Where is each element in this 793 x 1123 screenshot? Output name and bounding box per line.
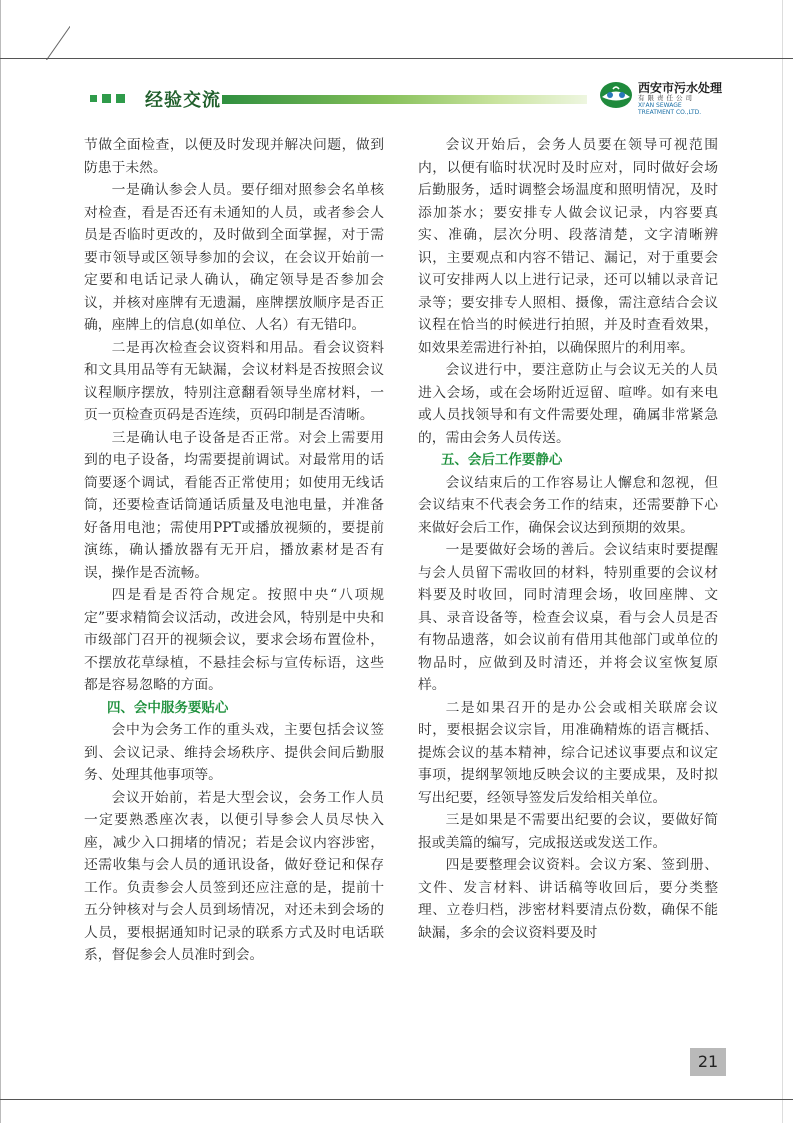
paragraph: 一是确认参会人员。要仔细对照参会名单核对检查，看是否还有未通知的人员，或者参会人员是否临时更改的，及时做到全面掌握，对于需要市领导或区领导参加的会议，在会议开始前一定要和电话记录人确认，确定领导是否参加会议，并核对座牌有无遗漏，座牌摆放顺序是否正确，座牌上的信息(如单位、人名）有无错印。 [84, 182, 384, 333]
paragraph: 一是要做好会场的善后。会议结束时要提醒与会人员留下需收回的材料，特别重要的会议材料要及时收回，同时清理会场，收回座牌、文具、录音设备等，检查会议桌，看与会人员是否有物品遗落，如会议前有借用其他部门或单位的物品时，应做到及时清还，并将会议室恢复原样。 [418, 542, 718, 693]
top-rule [0, 58, 793, 59]
header-squares-decoration [90, 94, 125, 103]
paragraph: 会议结束后的工作容易让人懈怠和忽视，但会议结束不代表会务工作的结束，还需要静下心来做好会后工作，确保会议达到预期的效果。 [418, 474, 718, 536]
paragraph: 节做全面检查，以便及时发现并解决问题，做到防患于未然。 [84, 137, 384, 176]
logo-english-line2: TREATMENT CO.,LTD. [638, 109, 702, 116]
paragraph: 会议开始前，若是大型会议，会务工作人员一定要熟悉座次表，以便引导参会人员尽快入座，减少入口拥堵的情况；若是会议内容涉密，还需收集与会人员的通讯设备，做好登记和保存工作。负责参会人员签到还应注意的是，提前十五分钟核对与会人员到场情况，对还未到会场的人员，要根据通知时记录的联系方式及时电话联系，督促参会人员准时到会。 [84, 789, 384, 963]
paragraph: 会中为会务工作的重头戏，主要包括会议签到、会议记录、维持会场秩序、提供会间后勤服务、处理其他事项等。 [84, 722, 384, 783]
logo-english-line1: XI'AN SEWAGE [638, 102, 682, 109]
section-heading: 五、会后工作要静心 [440, 452, 563, 468]
paragraph: 三是确认电子设备是否正常。对会上需要用到的电子设备，均需要提前调试。对最常用的话筒要逐个调试，看能否正常使用；如使用无线话筒，还要检查话筒通话质量及电池电量，并准备好备用电池；需使用PPT或播放视频的，要提前演练，确认播放器有无开启，播放素材是否有误，操作是否流畅。 [84, 429, 384, 581]
section-title: 经验交流 [145, 90, 221, 111]
paragraph: 四是看是否符合规定。按照中央“八项规定”要求精简会议活动，改进会风，特别是中央和市级部门召开的视频会议，要求会场布置俭朴，不摆放花草绿植，不悬挂会标与宣传标语，这些都是容易忽略的方面。 [84, 587, 384, 693]
page-edge-left [0, 0, 1, 1123]
page-edge-right [782, 0, 783, 1123]
right-column [418, 134, 718, 944]
paragraph: 二是如果召开的是办公会或相关联席会议时，要根据会议宗旨，用准确精炼的语言概括、提炼会议的基本精神，综合记述议事要点和议定事项，提纲挈领地反映会议的主要成果，及时拟写出纪要，经领导签发后发给相关单位。 [418, 699, 718, 806]
paragraph: 四是要整理会议资料。会议方案、签到册、文件、发言材料、讲话稿等收回后，要分类整理、立卷归档，涉密材料要清点份数，确保不能缺漏，多余的会议资料要及时 [418, 857, 718, 941]
page-header [0, 82, 793, 118]
left-column [84, 134, 384, 967]
company-logo [598, 78, 748, 122]
logo-english-name [638, 102, 701, 116]
bottom-rule [0, 1099, 793, 1100]
logo-emblem-icon [598, 80, 634, 110]
paragraph: 会议进行中，要注意防止与会议无关的人员进入会场，或在会场附近逗留、喧哗。如有来电或人员找领导和有文件需要处理，确属非常紧急的，需由会务人员传送。 [418, 362, 718, 446]
section-heading: 四、会中服务要贴心 [106, 699, 229, 716]
page-number: 21 [690, 1048, 726, 1076]
logo-chinese-subname: 有限责任公司 [638, 94, 695, 102]
header-gradient-bar [222, 95, 587, 104]
paragraph: 会议开始后，会务人员要在领导可视范围内，以便有临时状况时及时应对，同时做好会场后勤服务，适时调整会场温度和照明情况，及时添加茶水；要安排专人做会议记录，内容要真实、准确，层次分明、段落清楚，文字清晰辨识，主要观点和内容不错记、漏记，对于重要会议可安排两人以上进行记录，还可以辅以录音记录等；要安排专人照相、摄像，需注意结合会议议程在恰当的时候进行拍照，并及时查看效果，如效果差需进行补拍，以确保照片的利用率。 [418, 137, 718, 356]
paragraph: 三是如果是不需要出纪要的会议，要做好简报或美篇的编写，完成报送或发送工作。 [418, 812, 718, 851]
paragraph: 二是再次检查会议资料和用品。看会议资料和文具用品等有无缺漏，会议材料是否按照会议议程顺序摆放，特别注意翻看领导坐席材料，一页一页检查页码是否连续，页码印制是否清晰。 [84, 339, 384, 423]
page-corner-fold [0, 0, 70, 60]
logo-chinese-name: 西安市污水处理 [638, 81, 723, 95]
